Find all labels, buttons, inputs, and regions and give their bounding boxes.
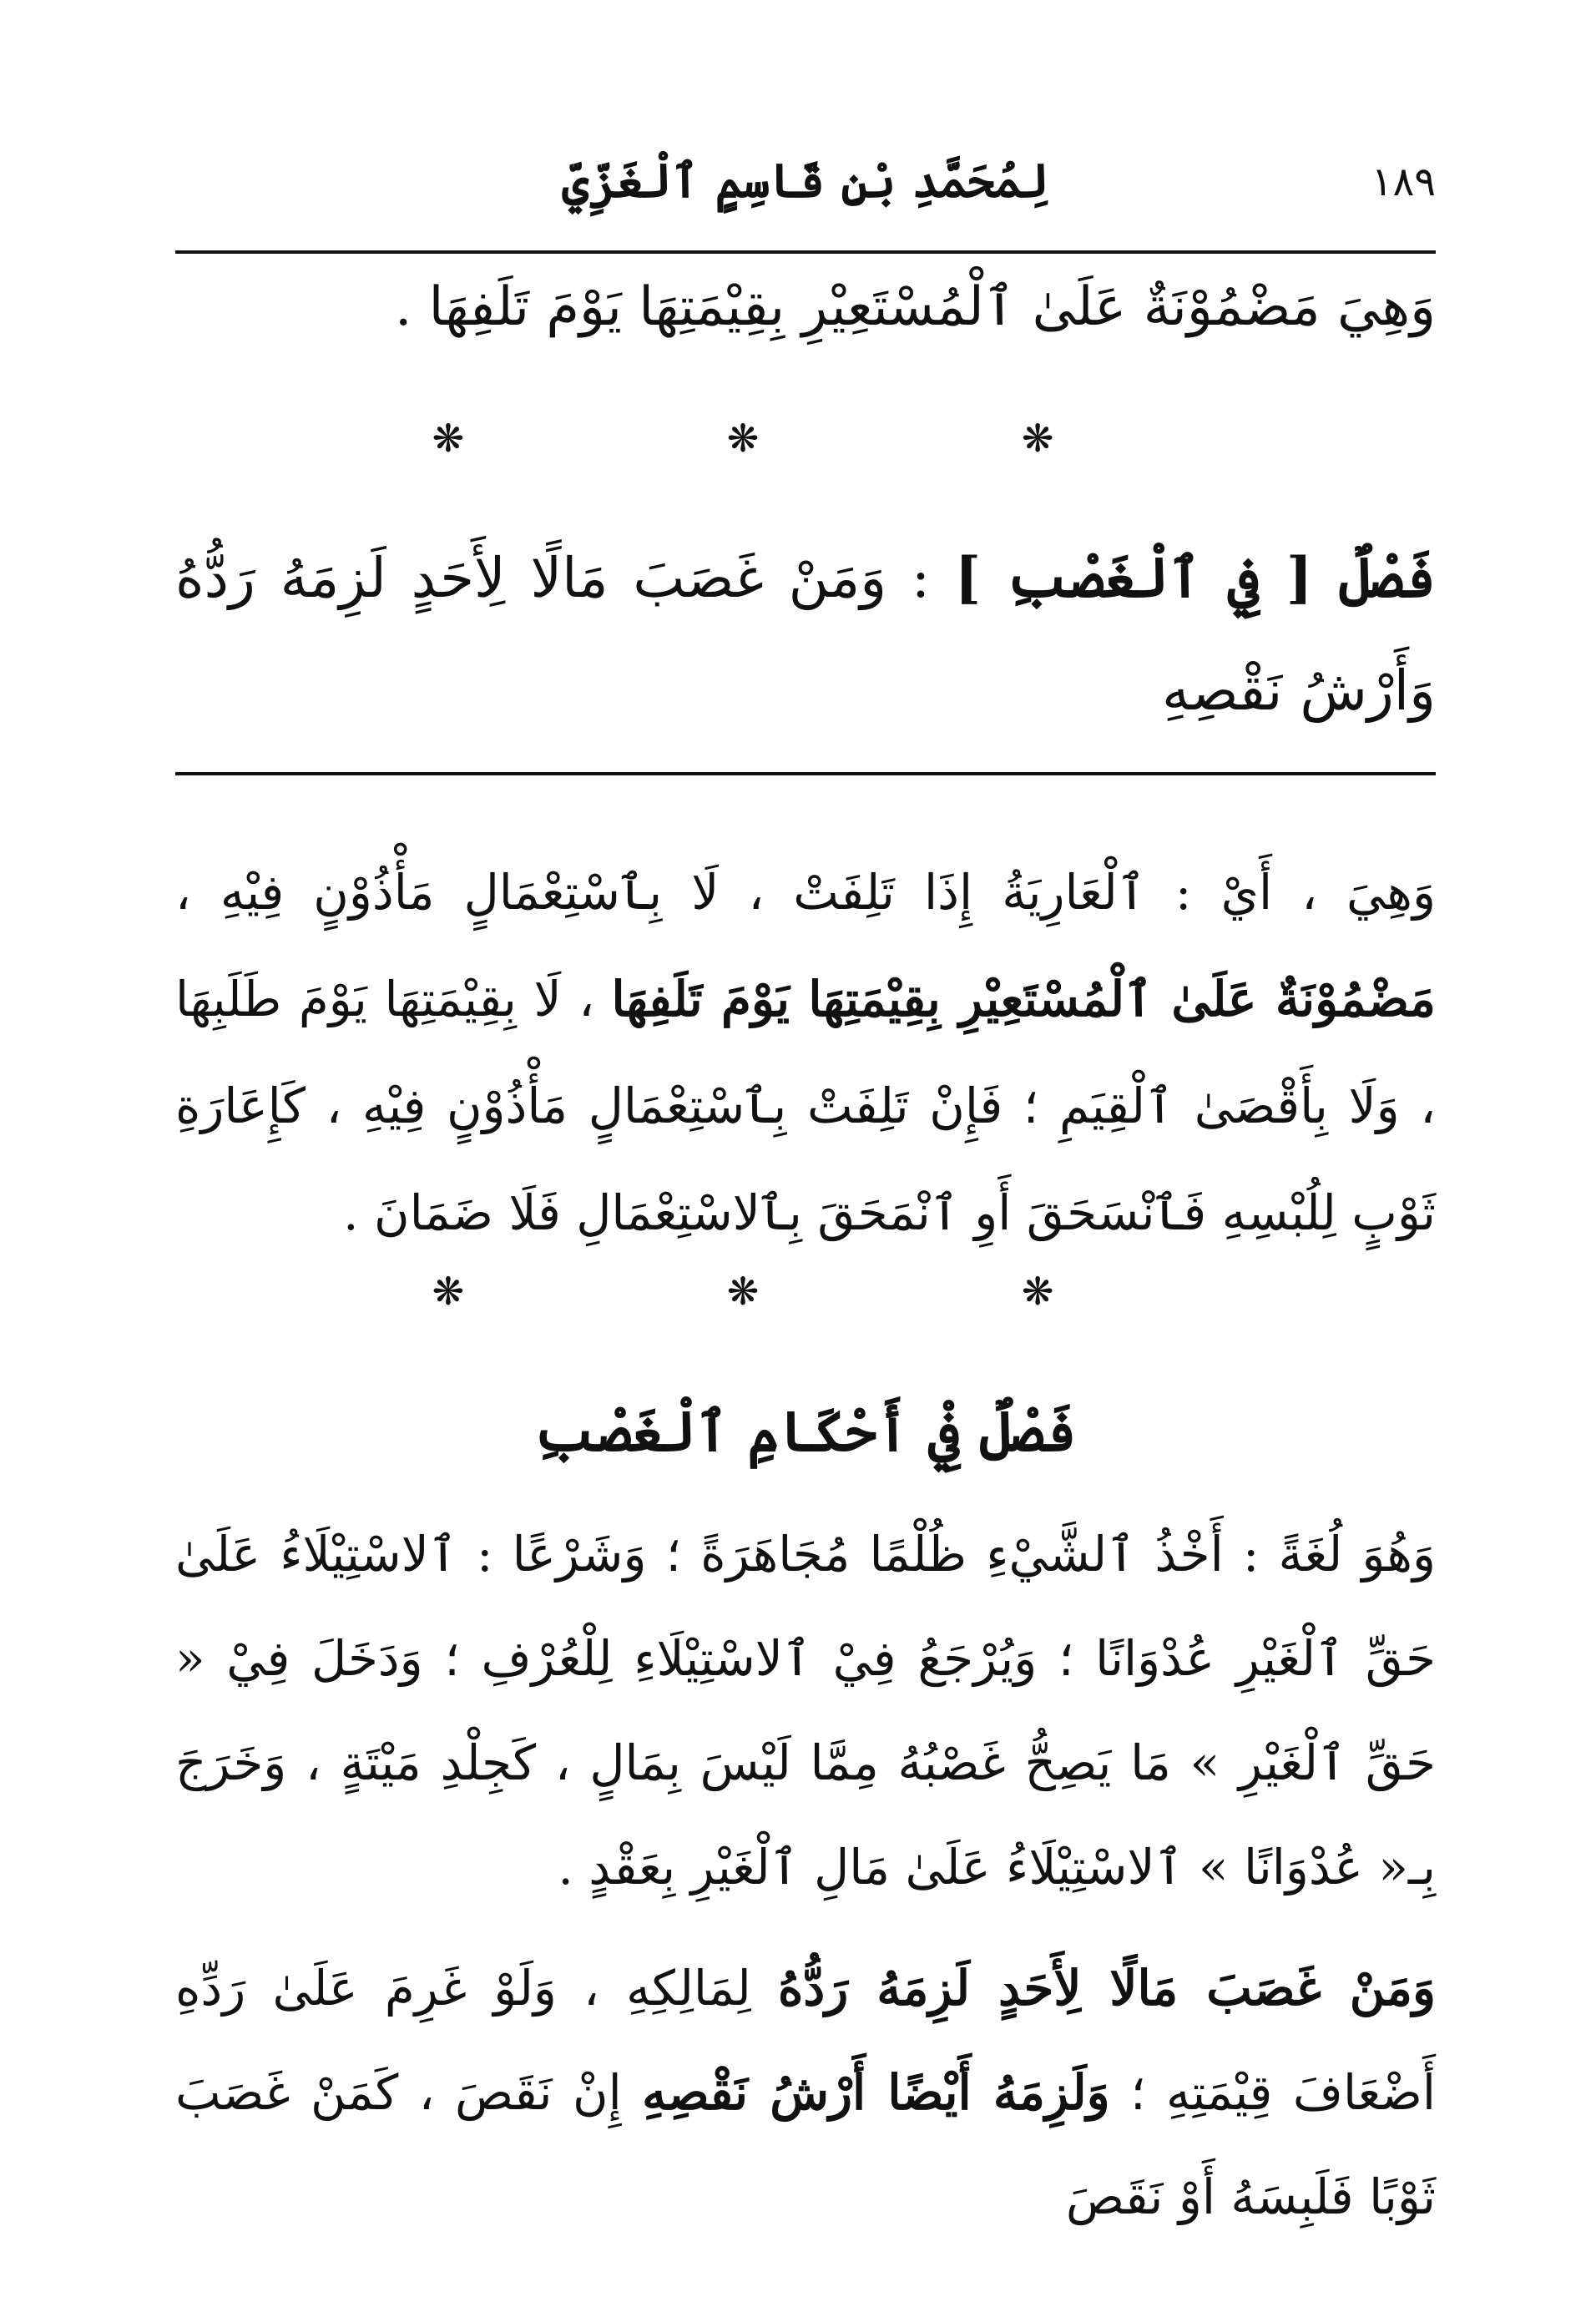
sharh-ariya-text-2: ، لَا بِقِيْمَتِهَا يَوْمَ طَلَبِهَا ، وَلَا بِأَقْصَىٰ ٱلْقِيَمِ ؛ فَإِنْ تَلِفَتْ بِٱسْتِعْمَالٍ مَأْذُوْنٍ فِيْهِ ، كَإِعَارَةِ ثَوْبٍ لِلُبْسِهِ فَٱنْسَحَقَ أَوِ ٱنْمَحَقَ بِٱلاسْتِعْمَالِ فَلَا ضَمَانَ . [175,971,1436,1241]
running-title: لِمُحَمَّدِ بْنِ قَاسِمٍ ٱلْغَزِّيِّ [562,154,1049,209]
header-divider [175,250,1436,254]
sharh-ghasb-definition: وَهُوَ لُغَةً : أَخْذُ ٱلشَّيْءِ ظُلْمًا مُجَاهَرَةً ؛ وَشَرْعًا : ٱلاسْتِيْلَاءُ عَلَىٰ حَقِّ ٱلْغَيْرِ عُدْوَانًا ؛ وَيُرْجَعُ فِيْ ٱلاسْتِيْلَاءِ لِلْعُرْفِ ؛ وَدَخَلَ فِيْ « حَقِّ ٱلْغَيْرِ » مَا يَصِحُّ غَصْبُهُ مِمَّا لَيْسَ بِمَالٍ ، كَجِلْدِ مَيْتَةٍ ، وَخَرَجَ بِـ« عُدْوَانًا » ٱلاسْتِيْلَاءُ عَلَىٰ مَالِ ٱلْغَيْرِ بِعَقْدٍ . [175,1526,1436,1896]
section-separator-stars: ❋ ❋ ❋ [432,416,1179,461]
matn-ghasb-paragraph [175,522,1436,747]
sharh-ghasb-rule-paragraph [175,1936,1436,2249]
page-number: ١٨٩ [1371,159,1436,205]
sharh-quoted-matn-2: وَلَزِمَهُ أَيْضًا أَرْشُ نَقْصِهِ [642,2064,1110,2121]
matn-sharh-divider [175,772,1436,775]
sharh-ghasb-text-2: إِنْ نَقَصَ ، كَمَنْ غَصَبَ ثَوْبًا فَلَبِسَهُ أَوْ نَقَصَ [175,2064,1436,2225]
sharh-ariya-quoted-matn: مَضْمُوْنَةٌ عَلَىٰ ٱلْمُسْتَعِيْرِ بِقِيْمَتِهَا يَوْمَ تَلَفِهَا [611,971,1436,1027]
matn-ariya-line: وَهِيَ مَضْمُوْنَةٌ عَلَىٰ ٱلْمُسْتَعِيْرِ بِقِيْمَتِهَا يَوْمَ تَلَفِهَا . [394,276,1436,338]
matn-ghasb-text: وَمَنْ غَصَبَ مَالًا لِأَحَدٍ لَزِمَهُ رَدُّهُ وَأَرْشُ نَقْصِهِ [175,546,1436,723]
section-separator-stars-2: ❋ ❋ ❋ [432,1269,1179,1314]
fasl-ghasb-heading: فَصْلٌ [ فِي ٱلْغَصْبِ ] [954,545,1436,610]
page-header [175,134,1436,225]
heading-colon: : [886,546,955,610]
sharh-ariya-paragraph [175,839,1436,1266]
book-page [175,0,1436,2302]
sharh-ghasb-text-1: لِمَالِكِهِ ، وَلَوْ غَرِمَ عَلَىٰ رَدِّهِ أَضْعَافَ قِيْمَتِهِ ؛ [175,1960,1437,2121]
sharh-ariya-text-1: وَهِيَ ، أَيْ : ٱلْعَارِيَةُ إِذَا تَلِفَتْ ، لَا بِٱسْتِعْمَالٍ مَأْذُوْنٍ فِيْهِ ، [175,864,1436,921]
sharh-quoted-matn-1: وَمَنْ غَصَبَ مَالًا لِأَحَدٍ لَزِمَهُ رَدُّهُ [778,1960,1436,2017]
fasl-ahkam-heading: فَصْلٌ فِيْ أَحْكَامِ ٱلْغَصْبِ [534,1399,1077,1464]
